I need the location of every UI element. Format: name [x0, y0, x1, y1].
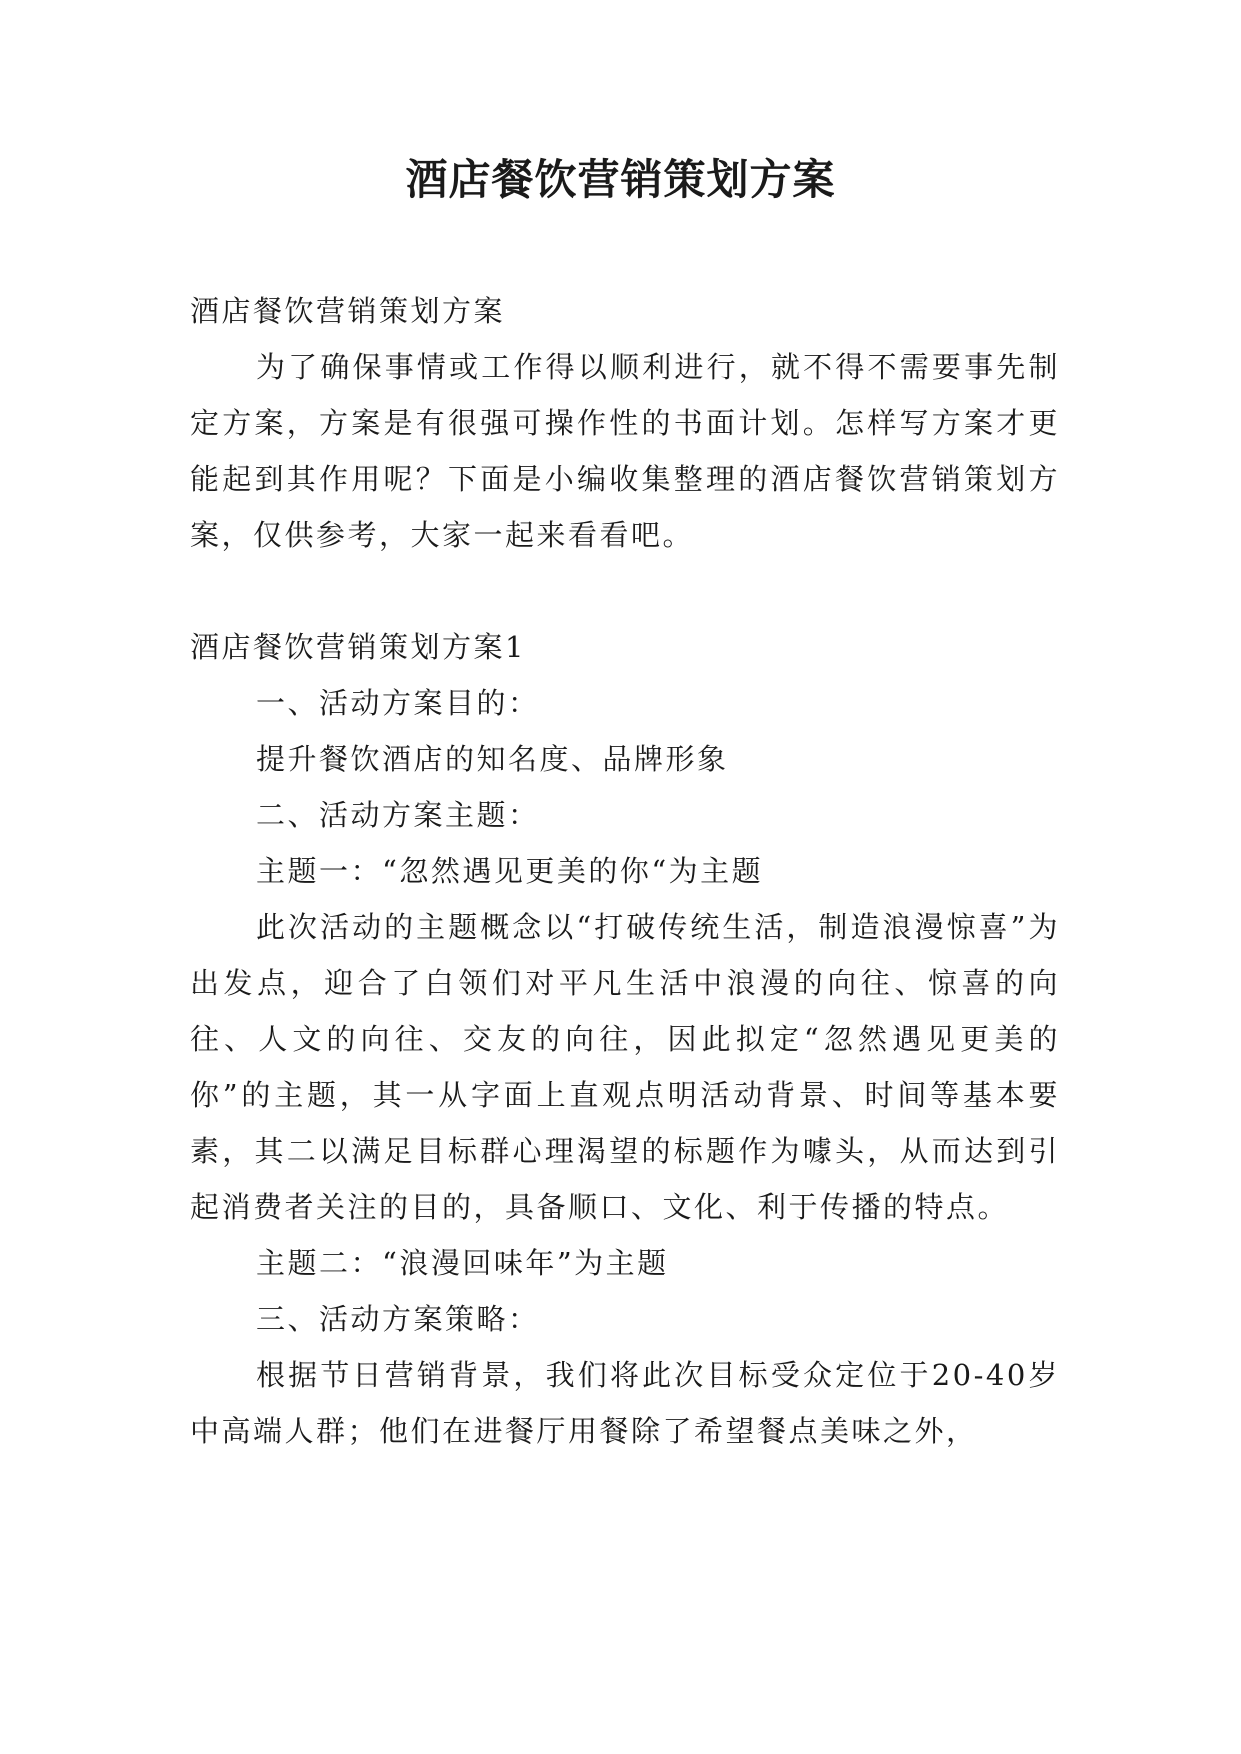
theme-two: 主题二：“浪漫回味年”为主题: [256, 1246, 669, 1280]
section-heading-1: 酒店餐饮营销策划方案1: [190, 630, 526, 664]
theme-one: 主题一：“忽然遇见更美的你“为主题: [256, 854, 764, 888]
intro-paragraph: 为了确保事情或工作得以顺利进行，就不得不需要事先制定方案，方案是有很强可操作性的书面计划。怎样写方案才更能起到其作用呢？下面是小编收集整理的酒店餐饮营销策划方案，仅供参考，大家一起来看看吧。: [190, 350, 1060, 552]
section-heading: 酒店餐饮营销策划方案: [190, 294, 506, 328]
heading-activity-strategy: 三、活动方案策略：: [256, 1302, 540, 1336]
paragraph-gap: [190, 563, 1060, 619]
document-title: 酒店餐饮营销策划方案: [405, 155, 836, 204]
strategy-text: 根据节日营销背景，我们将此次目标受众定位于20-40岁中高端人群；他们在进餐厅用餐除了希望餐点美味之外，: [190, 1358, 1060, 1448]
heading-activity-purpose: 一、活动方案目的：: [256, 686, 540, 720]
heading-activity-theme: 二、活动方案主题：: [256, 798, 540, 832]
purpose-text: 提升餐饮酒店的知名度、品牌形象: [256, 742, 729, 776]
document-body: [190, 283, 1060, 1459]
theme-one-description: 此次活动的主题概念以“打破传统生活，制造浪漫惊喜”为出发点，迎合了白领们对平凡生活中浪漫的向往、惊喜的向往、人文的向往、交友的向往，因此拟定“忽然遇见更美的你”的主题，其一从字面上直观点明活动背景、时间等基本要素，其二以满足目标群心理渴望的标题作为噱头，从而达到引起消费者关注的目的，具备顺口、文化、利于传播的特点。: [190, 910, 1060, 1224]
